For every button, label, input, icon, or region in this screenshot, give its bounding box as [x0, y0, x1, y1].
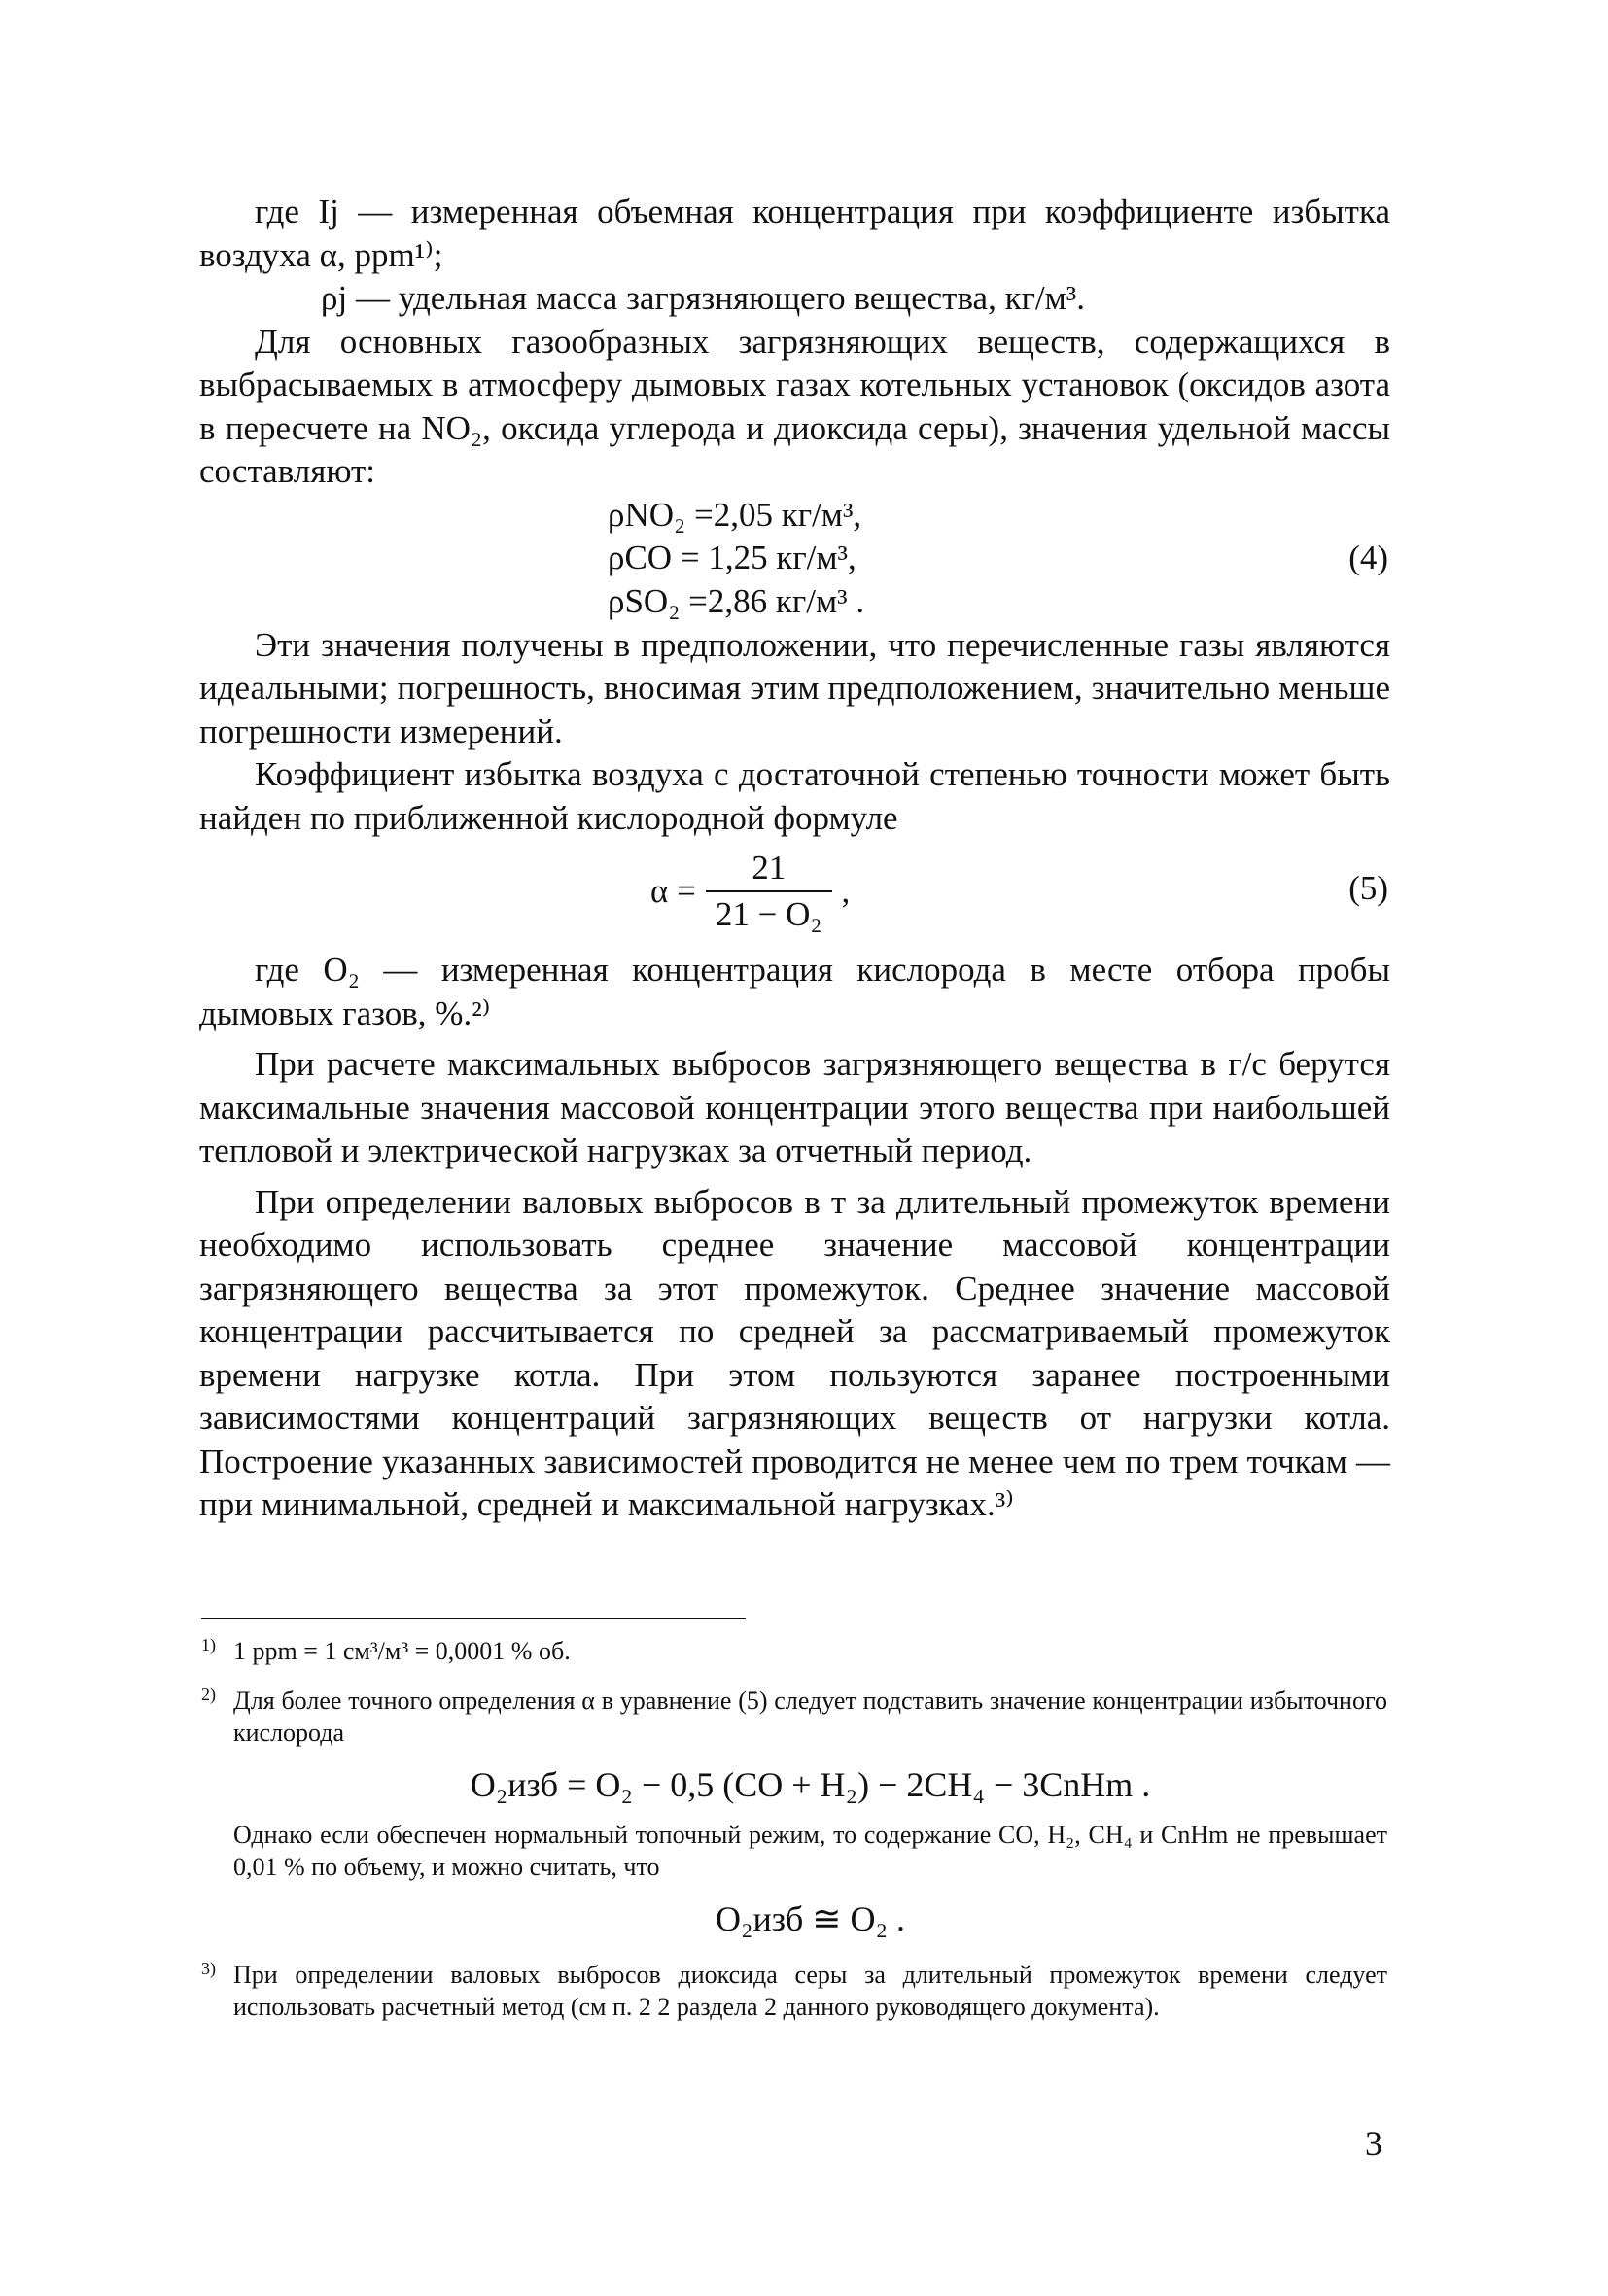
paragraph-specific-mass: Для основных газообразных загрязняющих веществ, содержащихся в выбрасываемых в атмосферу дымовых газах котельных установок (оксидов азота в пересчете на NO₂, оксида углерода и диоксида серы), значения удельной массы составляют:: [199, 322, 1390, 490]
equation-4-lines: [608, 494, 864, 624]
equation-4: [199, 494, 1390, 624]
footnote-formula-approx: O₂изб ≅ O₂ .: [715, 1899, 906, 1938]
footnote-text: Для более точного определения α в уравнение (5) следует подставить значение концентрации избыточного кислорода: [233, 1687, 1387, 1747]
footnote-marker: 1): [201, 1635, 216, 1654]
equation-line-co: ρCO = 1,25 кг/м³,: [608, 539, 856, 576]
main-text: [199, 191, 1390, 1527]
paragraph-excess-air: Коэффициент избытка воздуха с достаточной степенью точности может быть найден по приближенной кислородной формуле: [199, 755, 1390, 837]
fraction-denominator: 21 − O₂: [706, 890, 832, 937]
footnote-1: [201, 1635, 1387, 1667]
equation-number-4: (4): [1348, 538, 1388, 576]
footnote-3: [201, 1959, 1387, 2023]
footnote-text-continued: Однако если обеспечен нормальный топочный режим, то содержание CO, H₂, CH₄ и CnHm не превышает 0,01 % по объему, и можно считать, что: [233, 1821, 1387, 1881]
equation-5-lhs: α =: [650, 871, 696, 910]
equation-5: [199, 846, 1390, 949]
equation-5-comma: ,: [841, 871, 851, 910]
equation-line-no2: ρNO₂ =2,05 кг/м³,: [608, 495, 862, 534]
footnote-text: 1 ppm = 1 см³/м³ = 0,0001 % об.: [233, 1637, 571, 1665]
footnote-formula-excess-oxygen: O₂изб = O₂ − 0,5 (CO + H₂) − 2CH₄ − 3CnHm .: [470, 1765, 1151, 1804]
equation-5-formula: [650, 846, 850, 937]
equation-number-5: (5): [1348, 869, 1388, 907]
equation-line-so2: ρSO₂ =2,86 кг/м³ .: [608, 581, 865, 620]
paragraph-max-emissions: При расчете максимальных выбросов загрязняющего вещества в г/с берутся максимальные значения массовой концентрации этого вещества при наибольшей тепловой и электрической нагрузках за отчетный период.: [199, 1045, 1390, 1169]
footnote-marker: 3): [201, 1959, 216, 1978]
footnote-text: При определении валовых выбросов диоксида серы за длительный промежуток времени следует использовать расчетный метод (см п. 2 2 раздела 2 данного руководящего документа).: [233, 1961, 1387, 2021]
paragraph-definition-rho: ρj — удельная масса загрязняющего вещества, кг/м³.: [321, 279, 1086, 317]
paragraph-ideal-gases: Эти значения получены в предположении, что перечисленные газы являются идеальными; погрешность, вносимая этим предположением, значительно меньше погрешности измерений.: [199, 625, 1390, 750]
page-number: 3: [1365, 2124, 1382, 2163]
equation-5-fraction: [706, 846, 832, 937]
footnote-separator: [201, 1618, 746, 1619]
footnote-marker: 2): [201, 1685, 216, 1704]
paragraph-gross-emissions: При определении валовых выбросов в т за длительный промежуток времени необходимо использовать среднее значение массовой концентрации загрязняющего вещества за этот промежуток. Среднее значение массовой концентрации рассчитывается по средней за рассматриваемый промежуток времени нагрузке котла. При этом пользуются заранее построенными зависимостями концентраций загрязняющих веществ от нагрузки котла. Построение указанных зависимостей проводится не менее чем по трем точкам — при минимальной, средней и максимальной нагрузках.³⁾: [199, 1182, 1390, 1523]
paragraph-o2-definition: где O₂ — измеренная концентрация кислорода в месте отбора пробы дымовых газов, %.²⁾: [199, 951, 1390, 1032]
footnote-2: [201, 1685, 1387, 1941]
paragraph-definition-ij: где Ij — измеренная объемная концентрация при коэффициенте избытка воздуха α, ppm¹⁾;: [199, 192, 1390, 274]
footnotes: [201, 1635, 1387, 2040]
fraction-numerator: 21: [752, 849, 787, 887]
